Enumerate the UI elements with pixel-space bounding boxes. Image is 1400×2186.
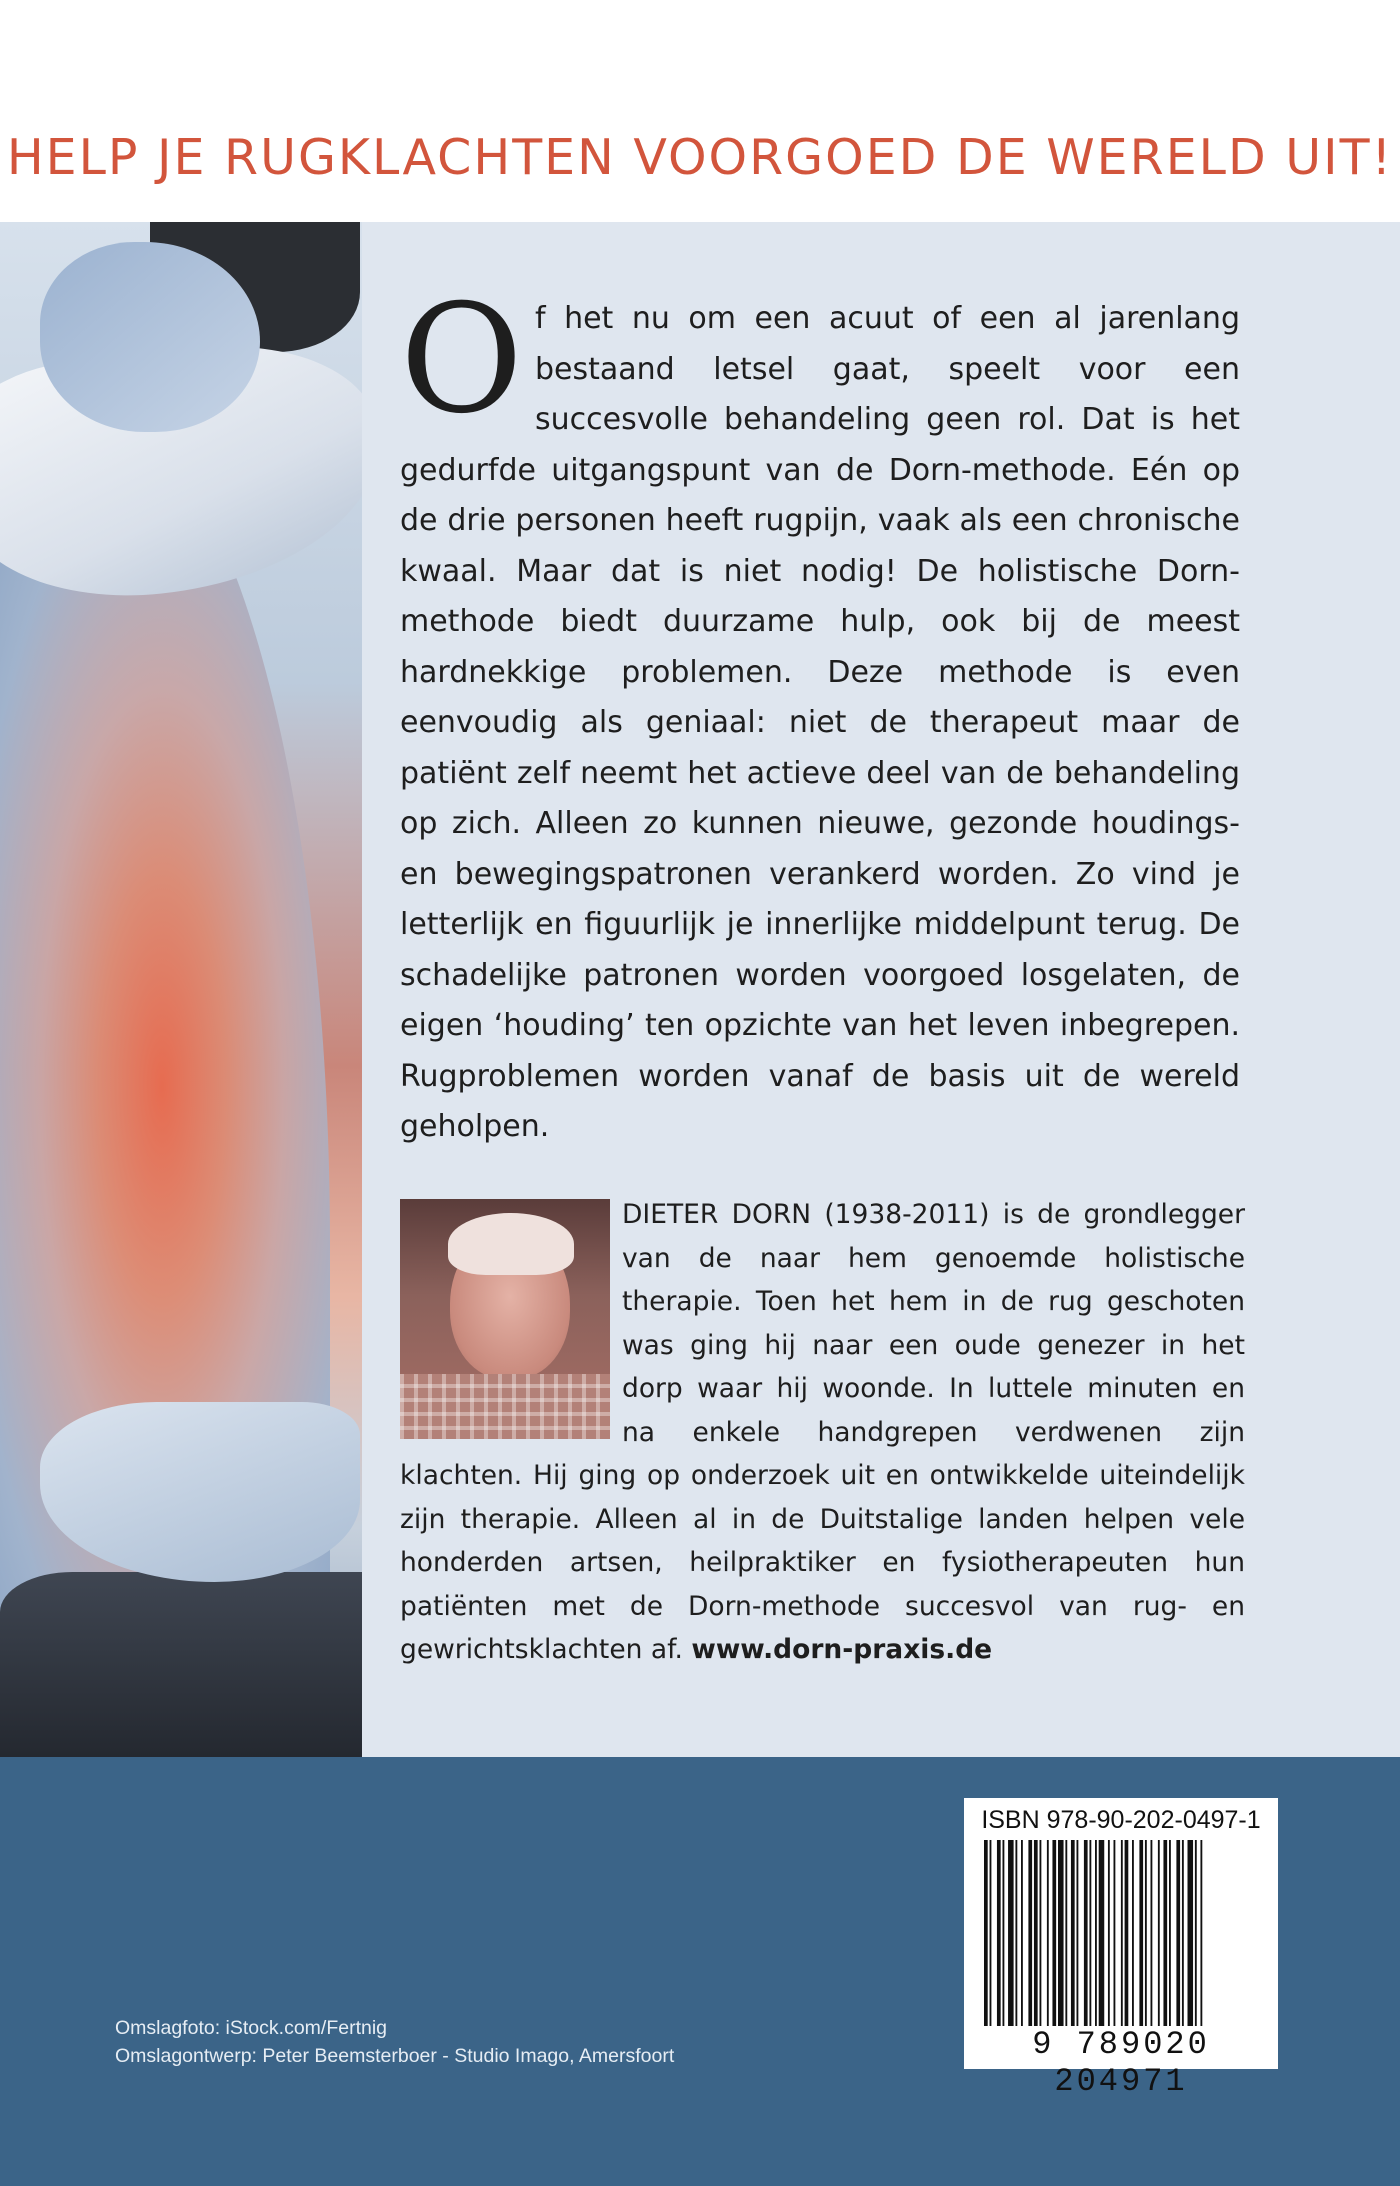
author-bio-text: DIETER DORN (1938-2011) is de grondlegger van de naar hem genoemde holistische therapie. Toen het hem in de rug geschoten was ging hij naar een oude genezer in het dorp waar hij woonde. In luttele minuten en na enkele handgrepen verdwenen zijn klachten. Hij ging op onderzoek uit en ontwikkelde uiteindelijk zijn therapie. Alleen al in de Duitstalige landen helpen vele honderden artsen, heilpraktiker en fysiotherapeuten hun patiënten met de Dorn-methode succesvol van rug- en gewrichtsklachten af. bbox=[400, 1199, 1245, 1665]
cover-photo-back bbox=[0, 222, 362, 1757]
barcode-icon bbox=[980, 1840, 1262, 2026]
author-website-link[interactable]: www.dorn-praxis.de bbox=[691, 1634, 993, 1665]
photo-pants bbox=[0, 1572, 362, 1757]
header-band bbox=[0, 0, 1400, 222]
barcode-number: 9 789020 204971 bbox=[1032, 2026, 1210, 2100]
blurb-text: f het nu om een acuut of een al jarenlang bestaand letsel gaat, speelt voor een succesvolle behandeling geen rol. Dat is het gedurfde uitgangspunt van de Dorn-methode. Eén op de drie personen heeft rugpijn, vaak als een chronische kwaal. Maar dat is niet nodig! De holistische Dorn-methode biedt duurzame hulp, ook bij de meest hardnekkige problemen. Deze methode is even eenvoudig als geniaal: niet de therapeut maar de patiënt zelf neemt het actieve deel van de behandeling op zich. Alleen zo kunnen nieuwe, gezonde houdings- en bewegingspatronen verankerd worden. Zo vind je letterlijk en figuurlijk je innerlijke middelpunt terug. De schadelijke patronen worden voorgoed losgelaten, de eigen ‘houding’ ten opzichte van het leven inbegrepen. Rugproblemen worden vanaf de basis uit de wereld geholpen. bbox=[400, 301, 1240, 1144]
author-portrait-spacer bbox=[400, 1193, 622, 1439]
author-bio bbox=[400, 1193, 1245, 1672]
design-credit: Omslagontwerp: Peter Beemsterboer - Studio Imago, Amersfoort bbox=[115, 2045, 675, 2067]
headline: HELP JE RUGKLACHTEN VOORGOED DE WERELD UIT! bbox=[6, 128, 1394, 186]
blurb-paragraph bbox=[400, 273, 1240, 1153]
cover-credits bbox=[115, 2014, 715, 2070]
isbn-label: ISBN 978-90-202-0497-1 bbox=[981, 1806, 1261, 1834]
photo-credit: Omslagfoto: iStock.com/Fertnig bbox=[115, 2017, 388, 2039]
dropcap-letter: O bbox=[400, 273, 523, 447]
